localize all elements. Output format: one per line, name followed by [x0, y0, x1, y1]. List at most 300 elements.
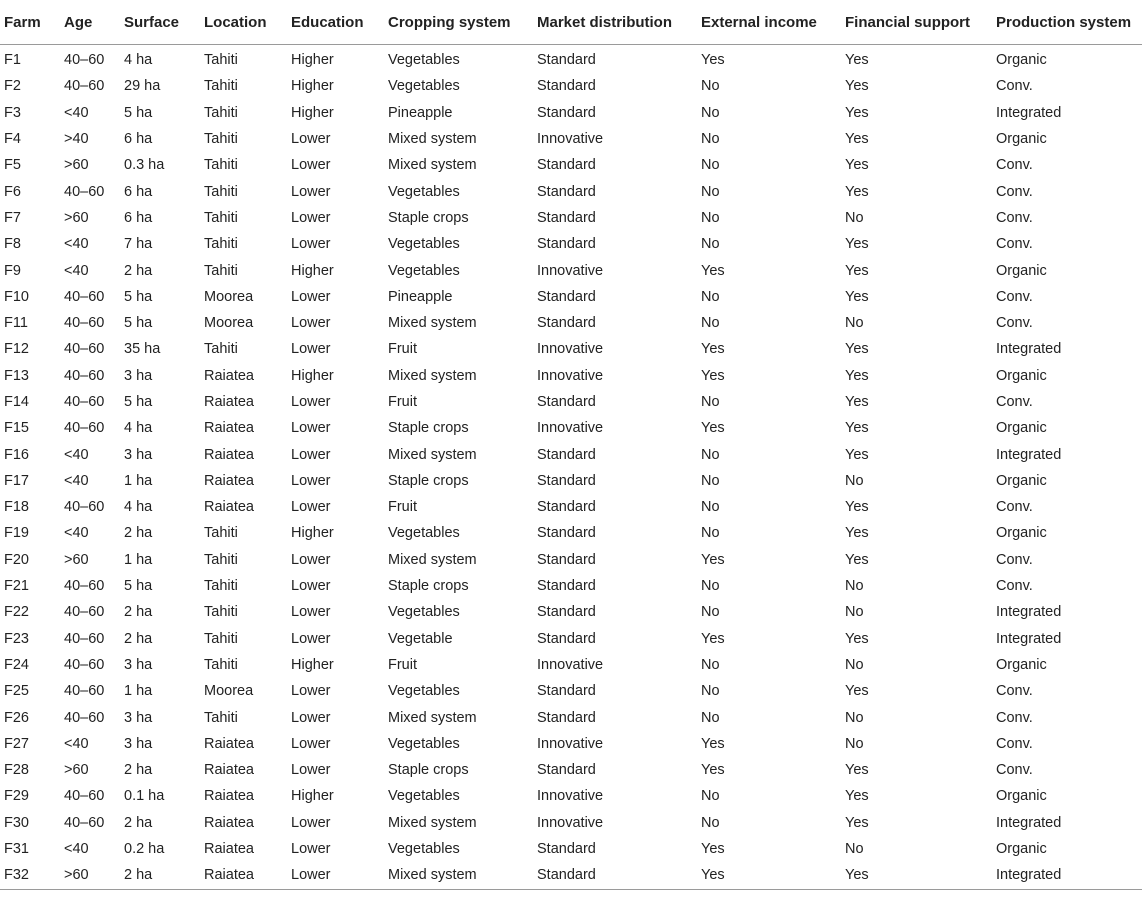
cell-cropping-system: Vegetables — [388, 262, 460, 279]
cell-market-distribution: Standard — [537, 709, 596, 726]
cell-market-distribution: Standard — [537, 604, 596, 621]
cell-surface: 1 ha — [124, 683, 153, 700]
cell-market-distribution: Innovative — [537, 735, 604, 752]
cell-external-income: No — [701, 656, 720, 673]
cell-surface: 5 ha — [124, 104, 153, 121]
cell-external-income: Yes — [701, 341, 725, 358]
cell-location: Raiatea — [204, 841, 254, 858]
cell-age: >40 — [64, 131, 89, 148]
cell-financial-support: No — [845, 604, 864, 621]
cell-production-system: Conv. — [996, 78, 1033, 95]
cell-external-income: Yes — [701, 52, 725, 69]
cell-cropping-system: Staple crops — [388, 578, 469, 595]
cell-education: Lower — [291, 472, 331, 489]
cell-financial-support: Yes — [845, 420, 869, 437]
table-row — [0, 494, 1142, 520]
cell-age: >60 — [64, 551, 89, 568]
cell-external-income: Yes — [701, 630, 725, 647]
cell-financial-support: Yes — [845, 525, 869, 542]
cell-education: Lower — [291, 604, 331, 621]
table-row — [0, 678, 1142, 704]
cell-market-distribution: Standard — [537, 315, 596, 332]
cell-surface: 0.3 ha — [124, 157, 165, 174]
cell-production-system: Organic — [996, 788, 1047, 805]
cell-age: 40–60 — [64, 420, 105, 437]
cell-farm: F19 — [4, 525, 29, 542]
cell-location: Tahiti — [204, 183, 238, 200]
cell-location: Tahiti — [204, 656, 238, 673]
cell-cropping-system: Vegetables — [388, 52, 460, 69]
cell-financial-support: No — [845, 709, 864, 726]
cell-market-distribution: Standard — [537, 104, 596, 121]
table-row — [0, 45, 1142, 74]
cell-production-system: Organic — [996, 472, 1047, 489]
cell-market-distribution: Innovative — [537, 814, 604, 831]
cell-external-income: No — [701, 288, 720, 305]
cell-location: Raiatea — [200, 862, 287, 889]
cell-production-system: Conv. — [996, 236, 1033, 253]
cell-age: <40 — [64, 236, 89, 253]
cell-external-income: No — [701, 315, 720, 332]
cell-external-income: Yes — [697, 862, 841, 889]
cell-market-distribution: Standard — [537, 499, 596, 516]
cell-production-system: Conv. — [996, 288, 1033, 305]
cell-production-system: Conv. — [996, 762, 1033, 779]
cell-farm: F18 — [4, 499, 29, 516]
cell-production-system: Conv. — [996, 578, 1033, 595]
cell-education: Lower — [291, 236, 331, 253]
cell-location: Moorea — [204, 315, 254, 332]
cell-location: Tahiti — [204, 525, 238, 542]
cell-surface: 5 ha — [124, 315, 153, 332]
cell-financial-support: Yes — [845, 630, 869, 647]
cell-education: Lower — [291, 157, 331, 174]
cell-farm: F9 — [4, 262, 21, 279]
cell-surface: 2 ha — [124, 525, 153, 542]
cell-surface: 3 ha — [124, 367, 153, 384]
cell-production-system: Organic — [996, 52, 1047, 69]
cell-surface: 5 ha — [124, 578, 153, 595]
table-row — [0, 441, 1142, 467]
cell-location: Tahiti — [204, 578, 238, 595]
cell-financial-support: Yes — [845, 341, 869, 358]
cell-location: Tahiti — [204, 341, 238, 358]
cell-location: Moorea — [204, 288, 254, 305]
cell-education: Higher — [291, 78, 334, 95]
column-header-external-income: External income — [697, 0, 841, 45]
cell-external-income: No — [701, 788, 720, 805]
cell-market-distribution: Standard — [537, 683, 596, 700]
cell-cropping-system: Mixed system — [388, 551, 477, 568]
cell-cropping-system: Pineapple — [388, 104, 453, 121]
cell-financial-support: Yes — [845, 262, 869, 279]
cell-production-system: Conv. — [996, 735, 1033, 752]
cell-cropping-system: Mixed system — [388, 367, 477, 384]
cell-production-system: Organic — [996, 262, 1047, 279]
cell-surface: 2 ha — [124, 262, 153, 279]
table-row — [0, 257, 1142, 283]
cell-age: 40–60 — [64, 315, 105, 332]
cell-age: 40–60 — [64, 341, 105, 358]
cell-cropping-system: Mixed system — [388, 709, 477, 726]
cell-cropping-system: Mixed system — [388, 814, 477, 831]
cell-cropping-system: Vegetables — [388, 604, 460, 621]
cell-education: Higher — [291, 656, 334, 673]
cell-market-distribution: Standard — [537, 551, 596, 568]
cell-location: Tahiti — [204, 236, 238, 253]
cell-surface: 3 ha — [124, 735, 153, 752]
cell-farm: F3 — [4, 104, 21, 121]
cell-age: 40–60 — [64, 78, 105, 95]
cell-age: 40–60 — [64, 604, 105, 621]
cell-age: 40–60 — [64, 788, 105, 805]
cell-external-income: No — [701, 446, 720, 463]
cell-financial-support: Yes — [845, 367, 869, 384]
cell-education: Lower — [291, 341, 331, 358]
cell-age: <40 — [64, 446, 89, 463]
cell-location: Tahiti — [204, 131, 238, 148]
cell-external-income: Yes — [701, 551, 725, 568]
cell-financial-support: Yes — [845, 683, 869, 700]
table-row — [0, 757, 1142, 783]
cell-farm: F28 — [4, 762, 29, 779]
cell-market-distribution: Standard — [537, 472, 596, 489]
cell-production-system: Conv. — [996, 683, 1033, 700]
cell-age: >60 — [64, 209, 89, 226]
cell-external-income: No — [701, 683, 720, 700]
table-row — [0, 599, 1142, 625]
cell-surface: 6 ha — [124, 183, 153, 200]
cell-surface: 1 ha — [124, 472, 153, 489]
cell-market-distribution: Standard — [537, 446, 596, 463]
cell-external-income: No — [701, 814, 720, 831]
table-row — [0, 704, 1142, 730]
cell-market-distribution: Standard — [537, 630, 596, 647]
cell-surface: 0.2 ha — [124, 841, 165, 858]
cell-external-income: No — [701, 157, 720, 174]
cell-age: 40–60 — [64, 814, 105, 831]
cell-age: <40 — [64, 262, 89, 279]
cell-age: 40–60 — [64, 683, 105, 700]
cell-external-income: No — [701, 472, 720, 489]
cell-market-distribution: Standard — [537, 236, 596, 253]
cell-farm: F7 — [4, 209, 21, 226]
cell-external-income: No — [701, 78, 720, 95]
column-header-farm: Farm — [0, 0, 60, 45]
cell-location: Tahiti — [204, 604, 238, 621]
cell-education: Lower — [291, 814, 331, 831]
cell-education: Higher — [291, 262, 334, 279]
cell-farm: F30 — [4, 814, 29, 831]
cell-farm: F25 — [4, 683, 29, 700]
cell-market-distribution: Standard — [537, 762, 596, 779]
cell-cropping-system: Staple crops — [388, 762, 469, 779]
cell-financial-support: No — [845, 472, 864, 489]
cell-age: 40–60 — [64, 288, 105, 305]
cell-education: Higher — [291, 367, 334, 384]
cell-location: Tahiti — [204, 551, 238, 568]
cell-market-distribution: Innovative — [537, 788, 604, 805]
table-row — [0, 652, 1142, 678]
column-header-education: Education — [287, 0, 384, 45]
cell-production-system: Integrated — [996, 630, 1062, 647]
cell-age: <40 — [64, 472, 89, 489]
cell-financial-support: Yes — [845, 104, 869, 121]
cell-surface: 0.1 ha — [124, 788, 165, 805]
cell-surface: 2 ha — [124, 630, 153, 647]
column-header-cropping-system: Cropping system — [384, 0, 533, 45]
cell-surface: 1 ha — [124, 551, 153, 568]
cell-production-system: Organic — [996, 656, 1047, 673]
cell-cropping-system: Mixed system — [388, 157, 477, 174]
cell-age: >60 — [64, 157, 89, 174]
cell-farm: F13 — [4, 367, 29, 384]
cell-farm: F32 — [0, 862, 60, 889]
cell-surface: 4 ha — [124, 499, 153, 516]
cell-education: Lower — [291, 420, 331, 437]
cell-education: Lower — [291, 183, 331, 200]
table-header-row — [0, 0, 1142, 45]
column-header-surface: Surface — [120, 0, 200, 45]
table-row — [0, 389, 1142, 415]
cell-production-system: Integrated — [996, 814, 1062, 831]
cell-location: Tahiti — [204, 157, 238, 174]
cell-surface: 35 ha — [124, 341, 161, 358]
cell-farm: F5 — [4, 157, 21, 174]
cell-external-income: No — [701, 499, 720, 516]
cell-age: 40–60 — [64, 183, 105, 200]
cell-age: <40 — [64, 525, 89, 542]
cell-cropping-system: Staple crops — [388, 472, 469, 489]
cell-production-system: Organic — [996, 841, 1047, 858]
cell-financial-support: Yes — [845, 52, 869, 69]
cell-location: Tahiti — [204, 52, 238, 69]
cell-education: Higher — [291, 525, 334, 542]
cell-cropping-system: Fruit — [388, 341, 417, 358]
column-header-market-distribution: Market distribution — [533, 0, 697, 45]
cell-age: <40 — [64, 735, 89, 752]
cell-financial-support: Yes — [845, 446, 869, 463]
cell-age: >60 — [64, 762, 89, 779]
cell-financial-support: Yes — [845, 131, 869, 148]
cell-farm: F27 — [4, 735, 29, 752]
cell-financial-support: No — [845, 315, 864, 332]
cell-market-distribution: Innovative — [537, 131, 604, 148]
cell-farm: F22 — [4, 604, 29, 621]
cell-surface: 2 ha — [124, 814, 153, 831]
table-row — [0, 836, 1142, 862]
table-row — [0, 178, 1142, 204]
cell-age: >60 — [60, 862, 120, 889]
cell-education: Lower — [291, 209, 331, 226]
cell-financial-support: Yes — [845, 78, 869, 95]
cell-external-income: Yes — [701, 420, 725, 437]
cell-surface: 3 ha — [124, 656, 153, 673]
cell-location: Raiatea — [204, 420, 254, 437]
cell-market-distribution: Standard — [537, 841, 596, 858]
cell-production-system: Conv. — [996, 183, 1033, 200]
table-row — [0, 573, 1142, 599]
cell-market-distribution: Innovative — [537, 262, 604, 279]
cell-farm: F14 — [4, 394, 29, 410]
cell-farm: F15 — [4, 420, 29, 437]
cell-farm: F26 — [4, 709, 29, 726]
table-row — [0, 363, 1142, 389]
cell-surface: 7 ha — [124, 236, 153, 253]
cell-location: Tahiti — [204, 78, 238, 95]
cell-market-distribution: Standard — [537, 157, 596, 174]
cell-market-distribution: Innovative — [537, 656, 604, 673]
cell-location: Tahiti — [204, 630, 238, 647]
cell-surface: 2 ha — [120, 862, 200, 889]
cell-financial-support: Yes — [845, 788, 869, 805]
cell-location: Raiatea — [204, 446, 254, 463]
cell-location: Raiatea — [204, 367, 254, 384]
cell-external-income: No — [701, 183, 720, 200]
cell-location: Tahiti — [204, 104, 238, 121]
cell-production-system: Integrated — [996, 604, 1062, 621]
cell-education: Higher — [291, 104, 334, 121]
column-header-production-system: Production system — [992, 0, 1142, 45]
table-row — [0, 73, 1142, 99]
column-header-financial-support: Financial support — [841, 0, 992, 45]
cell-production-system: Organic — [996, 131, 1047, 148]
cell-market-distribution: Standard — [533, 862, 697, 889]
cell-farm: F31 — [4, 841, 29, 858]
cell-age: 40–60 — [64, 52, 105, 69]
cell-cropping-system: Fruit — [388, 499, 417, 516]
cell-production-system: Organic — [996, 525, 1047, 542]
cell-cropping-system: Vegetables — [388, 841, 460, 858]
table-row — [0, 205, 1142, 231]
table-body — [0, 45, 1142, 890]
cell-age: 40–60 — [64, 709, 105, 726]
cell-farm: F24 — [4, 656, 29, 673]
table-row — [0, 862, 1142, 889]
cell-education: Lower — [291, 630, 331, 647]
cell-education: Lower — [291, 499, 331, 516]
cell-market-distribution: Innovative — [537, 367, 604, 384]
column-header-location: Location — [200, 0, 287, 45]
cell-location: Tahiti — [204, 709, 238, 726]
table-row — [0, 310, 1142, 336]
cell-financial-support: Yes — [845, 814, 869, 831]
cell-external-income: Yes — [701, 735, 725, 752]
cell-external-income: Yes — [701, 762, 725, 779]
cell-production-system: Organic — [996, 367, 1047, 384]
cell-age: 40–60 — [64, 630, 105, 647]
cell-education: Lower — [291, 551, 331, 568]
cell-cropping-system: Vegetables — [388, 788, 460, 805]
cell-production-system: Organic — [996, 420, 1047, 437]
table-row — [0, 152, 1142, 178]
cell-farm: F12 — [4, 341, 29, 358]
cell-cropping-system: Pineapple — [388, 288, 453, 305]
cell-cropping-system: Fruit — [388, 656, 417, 673]
cell-cropping-system: Mixed system — [388, 315, 477, 332]
cell-farm: F21 — [4, 578, 29, 595]
cell-production-system: Conv. — [996, 157, 1033, 174]
cell-education: Lower — [291, 709, 331, 726]
cell-external-income: No — [701, 394, 720, 410]
cell-cropping-system: Vegetables — [388, 78, 460, 95]
cell-cropping-system: Vegetable — [388, 630, 453, 647]
cell-production-system: Conv. — [996, 394, 1033, 410]
table-row — [0, 810, 1142, 836]
cell-cropping-system: Vegetables — [388, 236, 460, 253]
cell-financial-support: No — [845, 735, 864, 752]
cell-education: Lower — [291, 841, 331, 858]
cell-surface: 4 ha — [124, 52, 153, 69]
cell-financial-support: Yes — [845, 551, 869, 568]
cell-education: Lower — [291, 735, 331, 752]
cell-farm: F10 — [4, 288, 29, 305]
cell-cropping-system: Mixed system — [384, 862, 533, 889]
table-row — [0, 547, 1142, 573]
table-row — [0, 783, 1142, 809]
cell-market-distribution: Standard — [537, 52, 596, 69]
cell-farm: F6 — [4, 183, 21, 200]
cell-production-system: Integrated — [996, 446, 1062, 463]
cell-cropping-system: Mixed system — [388, 446, 477, 463]
cell-production-system: Conv. — [996, 315, 1033, 332]
cell-financial-support: Yes — [845, 288, 869, 305]
cell-education: Lower — [287, 862, 384, 889]
table-row — [0, 100, 1142, 126]
cell-financial-support: Yes — [845, 762, 869, 779]
cell-production-system: Conv. — [996, 551, 1033, 568]
cell-financial-support: Yes — [845, 499, 869, 516]
table-row — [0, 520, 1142, 546]
cell-external-income: No — [701, 604, 720, 621]
cell-cropping-system: Vegetables — [388, 683, 460, 700]
cell-market-distribution: Innovative — [537, 341, 604, 358]
cell-cropping-system: Mixed system — [388, 131, 477, 148]
cell-financial-support: Yes — [845, 183, 869, 200]
cell-cropping-system: Staple crops — [388, 209, 469, 226]
cell-farm: F29 — [4, 788, 29, 805]
cell-age: 40–60 — [64, 499, 105, 516]
cell-location: Raiatea — [204, 762, 254, 779]
cell-farm: F20 — [4, 551, 29, 568]
cell-external-income: No — [701, 578, 720, 595]
cell-age: <40 — [64, 841, 89, 858]
cell-production-system: Conv. — [996, 209, 1033, 226]
cell-education: Higher — [291, 52, 334, 69]
cell-farm: F2 — [4, 78, 21, 95]
cell-financial-support: Yes — [841, 862, 992, 889]
cell-age: 40–60 — [64, 394, 105, 410]
cell-location: Raiatea — [204, 735, 254, 752]
cell-production-system: Integrated — [996, 104, 1062, 121]
cell-cropping-system: Vegetables — [388, 183, 460, 200]
cell-location: Raiatea — [204, 788, 254, 805]
cell-location: Tahiti — [204, 262, 238, 279]
cell-cropping-system: Vegetables — [388, 525, 460, 542]
cell-market-distribution: Innovative — [537, 420, 604, 437]
table-row — [0, 626, 1142, 652]
cell-surface: 29 ha — [124, 78, 161, 95]
cell-education: Lower — [291, 446, 331, 463]
cell-surface: 2 ha — [124, 762, 153, 779]
cell-cropping-system: Staple crops — [388, 420, 469, 437]
cell-external-income: No — [701, 236, 720, 253]
cell-financial-support: No — [845, 656, 864, 673]
cell-location: Raiatea — [204, 499, 254, 516]
cell-farm: F23 — [4, 630, 29, 647]
cell-farm: F11 — [4, 315, 28, 332]
table-row — [0, 415, 1142, 441]
